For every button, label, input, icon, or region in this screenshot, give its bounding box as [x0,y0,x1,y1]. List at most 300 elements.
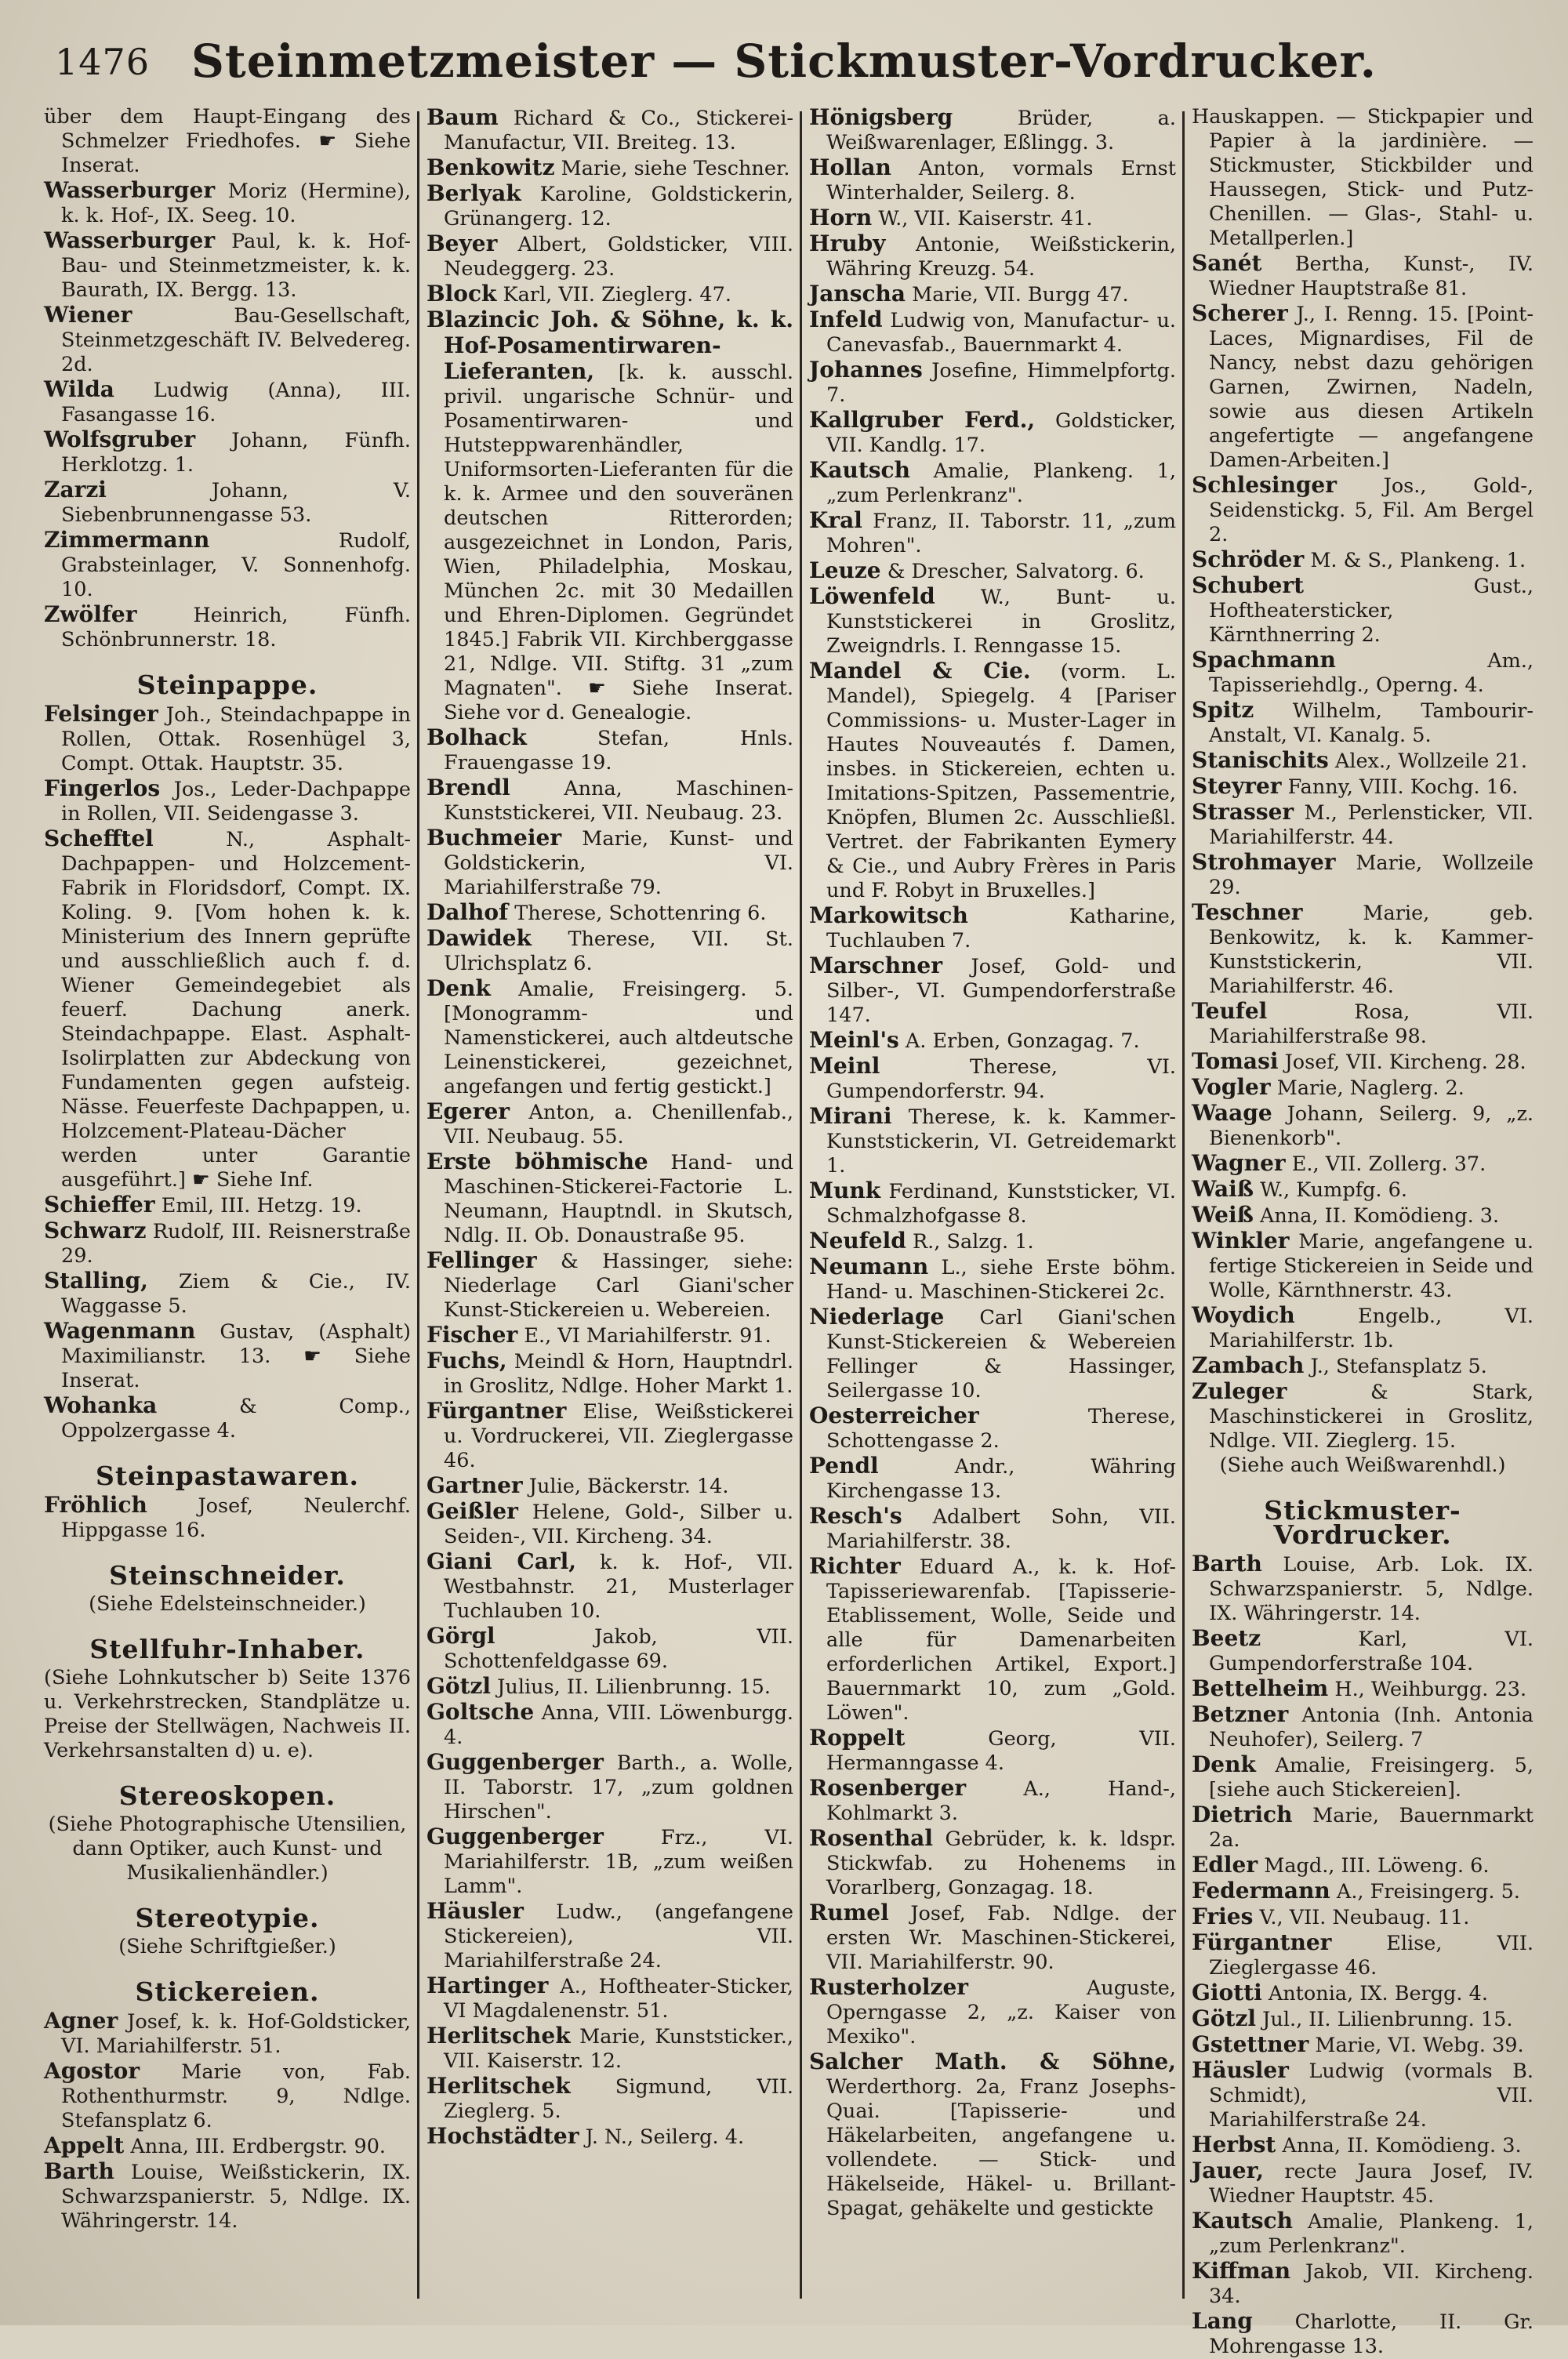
directory-entry [809,281,1176,307]
directory-entry [426,231,793,281]
directory-entry [426,826,793,900]
entry-text: Bertha, Kunst-, IV. Wiedner Hauptstraße 81. [1209,252,1534,300]
directory-entry [809,1554,1176,1726]
directory-entry [1192,251,1534,301]
entry-text: & Drescher, Salvatorg. 6. [887,560,1145,583]
entry-text: Josef, Neulerchf. Hippgasse 16. [61,1494,411,1542]
directory-entry [426,1473,793,1499]
entry-name: Herlitschek [426,2023,571,2049]
entry-name: Herbst [1192,2132,1276,2158]
entry-text: V., VII. Neubaug. 11. [1259,1906,1470,1929]
directory-entry [809,903,1176,953]
entry-name: Stalling, [44,1268,148,1294]
directory-entry [1192,1676,1534,1702]
entry-text: Anna, VIII. Löwenburgg. 4. [444,1701,793,1749]
entry-text: Auguste, Operngasse 2, „z. Kaiser von Mexiko". [826,1976,1176,2049]
entry-list [809,105,1176,2221]
directory-entry [809,1254,1176,1305]
entry-text: Engelb., VI. Mariahilferstr. 1b. [1209,1305,1534,1352]
entry-name: Götzl [426,1673,492,1699]
entry-name: Häusler [1192,2057,1289,2083]
entry-name: Hartinger [426,1972,549,1998]
directory-entry [809,1454,1176,1504]
entry-text: Marie, Naglerg. 2. [1276,1076,1465,1100]
entry-name: Teschner [1192,899,1303,925]
entry-name: Schwarz [44,1218,147,1243]
entry-name: Agner [44,2008,118,2034]
entry-text: Marie, siehe Teschner. [561,157,790,180]
running-title: Steinmetzmeister — Stickmuster-Vordrucker. [191,34,1377,88]
entry-text: Anton, vormals Ernst Winterhalder, Seilerg. 8. [826,157,1176,205]
directory-entry [809,357,1176,408]
directory-entry [44,2059,411,2133]
directory-entry [1192,573,1534,648]
directory-entry [1192,1878,1534,1904]
section-heading-steinpastawaren: Steinpastawaren. [96,1461,359,1491]
entry-text: Moriz (Hermine), k. k. Hof-, IX. Seeg. 10. [61,180,412,227]
directory-entry [1192,1228,1534,1303]
entry-text: Therese, Schottengasse 2. [826,1405,1176,1453]
entry-name: Wasserburger [44,227,216,253]
entry-name: Fürgantner [1192,1929,1332,1955]
directory-entry [1192,1904,1534,1930]
entry-text: Gebrüder, k. k. ldspr. Stickwfab. zu Hohenems in Vorarlberg, Gonzagag. 18. [826,1827,1176,1900]
entry-text: Gust., Hoftheatersticker, Kärnthnerring 2. [1209,575,1534,647]
cross-reference-note: (Siehe Schriftgießer.) [118,1935,336,1958]
entry-text: Am., Tapisseriehdlg., Operng. 4. [1209,649,1534,697]
entry-text: Amalie, Freisingerg. 5, [siehe auch Stickereien]. [1209,1754,1534,1802]
entry-name: Barth [44,2158,114,2184]
entry-list [44,1493,411,1543]
entry-text: W., Kumpfg. 6. [1260,1178,1407,1202]
entry-text: Emil, III. Hetzg. 19. [161,1194,362,1218]
directory-entry [426,105,793,155]
entry-text: Carl Giani'schen Kunst-Stickereien & Webereien Fellinger & Hassinger, Seilergasse 10. [826,1306,1176,1403]
directory-entry [1192,1075,1534,1101]
entry-name: Löwenfeld [809,583,935,609]
entry-name: Zwölfer [44,601,137,627]
entry-text: Jos., Gold-, Seidenstickg. 5, Fil. Am Bergel 2. [1209,474,1534,546]
entry-text: Antonia (Inh. Antonia Neuhofer), Seilerg. 7 [1209,1704,1534,1751]
entry-name: Spachmann [1192,647,1336,673]
entry-text: W., VII. Kaiserstr. 41. [878,207,1093,230]
entry-name: Strohmayer [1192,849,1336,875]
directory-entry [809,307,1176,357]
directory-entry [809,1776,1176,1826]
entry-name: Teufel [1192,998,1268,1024]
section-heading-stereotypie: Stereotypie. [135,1903,320,1933]
entry-name: Hruby [809,230,886,256]
directory-entry [426,307,793,725]
entry-text: Ferdinand, Kunststicker, VI. Schmalzhofgasse 8. [826,1180,1177,1228]
entry-name: Niederlage [809,1304,945,1330]
entry-text: & Comp., Oppolzergasse 4. [61,1395,411,1443]
entry-name: Fellinger [426,1247,537,1273]
entry-text: Frz., VI. Mariahilferstr. 1B, „zum weißen Lamm". [444,1826,794,1898]
entry-text: Anna, II. Komödieng. 3. [1260,1204,1500,1228]
directory-entry [809,458,1176,508]
entry-text: Josef, VII. Kircheng. 28. [1284,1051,1526,1074]
directory-entry [44,178,411,228]
directory-entry [44,303,411,377]
entry-text: Julius, II. Lilienbrunng. 15. [497,1675,771,1699]
directory-entry [1192,850,1534,900]
directory-entry [1192,1101,1534,1151]
entry-name: Tomasi [1192,1048,1279,1074]
directory-entry [44,427,411,477]
directory-entry [426,1824,793,1899]
directory-entry [1192,1980,1534,2006]
entry-text: (vorm. L. Mandel), Spiegelg. 4 [Pariser Commissions- u. Muster-Lager in Hautes Nouveautés f. Damen, insbes. in Stickereien, echten u. Imitations-Spitzen, Passementrie, Knöpfen, Blumen 2c. Ausschließl. Vertret. der Fabrikanten Eymery & Cie., und Aubry Frères in Paris und F. Robyt in Bruxelles.] [826,660,1177,902]
entry-list [1192,105,1534,1454]
entry-name: Steyrer [1192,773,1282,799]
directory-entry [1192,698,1534,748]
entry-name: Jauer, [1192,2158,1265,2183]
section-heading-stellfuhr: Stellfuhr-Inhaber. [89,1634,365,1664]
directory-entry [44,1268,411,1319]
entry-name: Spitz [1192,697,1254,723]
directory-entry [1192,1353,1534,1379]
entry-text: M., Perlensticker, VII. Mariahilferstr. 44. [1209,801,1534,849]
entry-text: Sigmund, VII. Zieglerg. 5. [444,2075,793,2123]
entry-name: Rumel [809,1900,889,1925]
entry-text: Julie, Bäckerstr. 14. [528,1475,729,1498]
directory-entry [44,1393,411,1443]
directory-entry [44,1192,411,1218]
directory-entry [1192,1752,1534,1802]
directory-entry [1192,2158,1534,2208]
entry-text: A. Erben, Gonzagag. 7. [905,1029,1140,1053]
entry-text: E., VII. Zollerg. 37. [1291,1152,1486,1176]
entry-text: Anna, Maschinen-Kunststickerei, VII. Neubaug. 23. [444,777,793,825]
directory-entry [44,1493,411,1543]
entry-name: Pendl [809,1453,879,1479]
entry-text: Anna, II. Komödieng. 3. [1282,2134,1522,2158]
entry-name: Meinl's [809,1027,899,1053]
directory-entry [1192,1303,1534,1353]
directory-entry [1192,2058,1534,2132]
entry-name: Fröhlich [44,1492,147,1518]
directory-entry [44,826,411,1192]
entry-name: Schlesinger [1192,472,1337,498]
entry-name: Kautsch [809,457,910,483]
directory-entry [809,584,1176,659]
directory-entry [426,2074,793,2124]
directory-entry [1192,774,1534,800]
entry-text: Johann, Seilerg. 9, „z. Bienenkorb". [1209,1102,1534,1150]
entry-name: Benkowitz [426,154,555,180]
directory-entry [1192,1853,1534,1878]
entry-text: R., Salzg. 1. [912,1230,1034,1254]
entry-name: Edler [1192,1852,1258,1878]
entry-text: Rosa, VII. Mariahilferstraße 98. [1209,1000,1534,1048]
entry-name: Federmann [1192,1878,1330,1904]
entry-name: Giotti [1192,1980,1262,2005]
entry-text: k. k. Hof-, VII. Westbahnstr. 21, Musterlager Tuchlauben 10. [444,1551,793,1623]
directory-entry [1192,1626,1534,1676]
entry-name: Baum [426,104,499,130]
directory-entry [809,155,1176,205]
directory-entry [426,1399,793,1473]
entry-text: Stefan, Hnls. Frauengasse 19. [444,727,794,775]
directory-entry [1192,1802,1534,1853]
entry-text: Karoline, Goldstickerin, Grünangerg. 12. [444,183,793,230]
entry-text: über dem Haupt-Eingang des Schmelzer Friedhofes. ☛ Siehe Inserat. [44,105,411,177]
page-header [0,34,1568,105]
entry-text: Josef, Fab. Ndlge. der ersten Wr. Maschinen-Stickerei, VII. Mariahilferstr. 90. [826,1902,1177,1974]
directory-entry [44,528,411,602]
entry-text: Louise, Weißstickerin, IX. Schwarzspanierstr. 5, Ndlge. IX. Währingerstr. 14. [61,2161,412,2233]
entry-text: Ludwig (vormals B. Schmidt), VII. Mariahilferstraße 24. [1209,2060,1534,2132]
directory-entry [44,1319,411,1393]
cross-reference-note: (Siehe Photographische Utensilien, dann Optiker, auch Kunst- und Musikalienhändler.) [48,1813,407,1885]
column-2 [426,105,793,2300]
entry-name: Block [426,281,497,307]
directory-entry [1192,473,1534,547]
directory-entry [426,2124,793,2150]
entry-name: Görgl [426,1623,495,1649]
entry-name: Richter [809,1553,901,1579]
cross-reference-note: (Siehe Edelsteinschneider.) [89,1592,366,1616]
entry-text: Alex., Wollzeile 21. [1334,749,1527,773]
entry-name: Lang [1192,2308,1253,2334]
entry-name: Vogler [1192,1074,1271,1100]
directory-entry [1192,748,1534,774]
entry-name: Infeld [809,307,883,332]
entry-name: Bolhack [426,724,527,750]
entry-name: Gstettner [1192,2031,1309,2057]
entry-name: Brendl [426,775,510,800]
entry-name: Neumann [809,1254,929,1279]
entry-name: Goltsche [426,1699,535,1725]
entry-text: Heinrich, Fünfh. Schönbrunnerstr. 18. [61,604,411,651]
directory-entry [1192,2006,1534,2032]
entry-name: Guggenberger [426,1749,604,1775]
columns [44,104,1534,2358]
entry-name: Berlyak [426,180,521,206]
directory-entry [1192,2132,1534,2158]
directory-entry [1192,800,1534,850]
directory-entry [809,1054,1176,1104]
entry-name: Fuchs, [426,1348,507,1374]
entry-name: Denk [426,975,491,1001]
entry-text: Georg, VII. Hermanngasse 4. [826,1727,1176,1775]
column-1 [44,105,411,2300]
entry-list [44,105,411,652]
directory-entry [426,1248,793,1323]
entry-text: Jakob, VII. Schottenfeldgasse 69. [444,1625,794,1673]
directory-entry [426,1499,793,1549]
entry-text: Josef, Gold- und Silber-, VI. Gumpendorferstraße 147. [826,955,1176,1027]
entry-name: Mandel & Cie. [809,658,1031,684]
entry-name: Hochstädter [426,2123,579,2149]
entry-name: Fürgantner [426,1398,567,1424]
entry-name: Erste böhmische [426,1149,648,1174]
section-heading-steinpappe: Steinpappe. [136,670,318,700]
directory-entry [1192,999,1534,1049]
entry-name: Agostor [44,2058,140,2084]
entry-name: Betzner [1192,1701,1289,1727]
entry-text: Paul, k. k. Hof-Bau- und Steinmetzmeister, k. k. Baurath, IX. Bergg. 13. [61,230,411,302]
column-3 [809,105,1176,2300]
entry-name: Munk [809,1178,881,1203]
entry-text: Magd., III. Löweng. 6. [1264,1854,1490,1878]
entry-name: Kautsch [1192,2208,1293,2234]
entry-name: Rosenberger [809,1775,967,1801]
entry-name: Wagenmann [44,1318,196,1344]
entry-text: Rudolf, Grabsteinlager, V. Sonnenhofg. 10. [61,529,411,601]
entry-text: M. & S., Plankeng. 1. [1310,549,1526,572]
entry-name: Sanét [1192,250,1262,276]
entry-text: Amalie, Plankeng. 1, „zum Perlenkranz". [826,459,1177,507]
directory-entry [809,1178,1176,1228]
entry-name: Guggenberger [426,1824,604,1849]
directory-entry [809,1305,1176,1403]
directory-entry [1192,1151,1534,1177]
directory-entry [809,1975,1176,2049]
entry-text: Albert, Goldsticker, VIII. Neudeggerg. 23. [444,233,793,281]
section-heading-stereoskopen: Stereoskopen. [118,1780,336,1811]
entry-text: Barth., a. Wolle, II. Taborstr. 17, „zum goldnen Hirschen". [444,1751,794,1824]
directory-entry [426,775,793,826]
directory-entry [1192,2208,1534,2259]
directory-entry [426,155,793,181]
entry-name: Zuleger [1192,1378,1287,1404]
entry-text: Marie, Bauernmarkt 2a. [1209,1804,1534,1852]
directory-entry [44,477,411,528]
entry-name: Markowitsch [809,902,968,928]
entry-name: Dalhof [426,899,509,925]
entry-text: A., Hoftheater-Sticker, VI Magdalenenstr. 51. [444,1975,793,2023]
directory-entry [426,1323,793,1348]
entry-text: E., VI Mariahilferstr. 91. [524,1324,771,1348]
cross-reference-note: (Siehe Lohnkutscher b) Seite 1376 u. Verkehrstrecken, Standplätze u. Preise der Stellwägen, Nachweis II. Verkehrsanstalten d) u. e). [44,1666,411,1762]
entry-text: Therese, Schottenring 6. [514,902,767,925]
entry-name: Dietrich [1192,1802,1293,1827]
entry-text: Eduard A., k. k. Hof-Tapisseriewarenfab. [Tapisserie-Etablissement, Wolle, Seide und alle für Damenarbeiten erforderlichen Artikel, Export.] Bauernmarkt 10, zum „Gold. Löwen". [826,1555,1177,1725]
entry-text: Anna, III. Erdbergstr. 90. [130,2135,387,2158]
directory-entry [1192,2259,1534,2309]
directory-entry [1192,1379,1534,1454]
directory-entry [426,1624,793,1674]
entry-name: Giani Carl, [426,1548,576,1574]
entry-text: Johann, V. Siebenbrunnengasse 53. [61,479,411,527]
entry-text: Therese, VII. St. Ulrichsplatz 6. [444,927,793,975]
entry-text: Wilhelm, Tambourir-Anstalt, VI. Kanalg. 5. [1209,699,1534,747]
directory-entry [44,702,411,776]
entry-name: Rusterholzer [809,1974,969,2000]
directory-entry [44,2133,411,2159]
directory-entry [44,776,411,826]
entry-name: Wilda [44,376,114,402]
directory-entry [426,1700,793,1750]
entry-text: Ludwig von, Manufactur- u. Canevasfab., Bauernmarkt 4. [826,309,1176,357]
directory-entry [1192,1177,1534,1203]
directory-entry [426,1750,793,1824]
entry-text: Elise, Weißstickerei u. Vordruckerei, VII. Zieglergasse 46. [444,1400,793,1472]
directory-entry [809,1900,1176,1975]
entry-name: Buchmeier [426,825,562,851]
entry-name: Blazincic Joh. & Söhne, k. k. Hof-Posamentirwaren-Lieferanten, [426,307,793,384]
entry-text: Goldsticker, VII. Kandlg. 17. [826,409,1176,457]
entry-text: Karl, VI. Gumpendorferstraße 104. [1209,1628,1534,1675]
directory-entry [809,1726,1176,1776]
entry-text: Hauskappen. — Stickpapier und Papier à la jardinière. — Stickmuster, Stickbilder und Haussegen, Stick- und Putz-Chenillen. — Glas-, Stahl- u. Metallperlen.] [1192,105,1534,250]
entry-text: Werderthorg. 2a, Franz Josephs-Quai. [Tapisserie- und Häkelarbeiten, angefangene u. vollendete. — Stick- und Häkelseide, Häkel- u. Brillant-Spagat, gehäkelte und gestickte [826,2075,1176,2220]
entry-name: Resch's [809,1503,902,1529]
entry-text: & Stark, Maschinstickerei in Groslitz, Ndlge. VII. Zieglerg. 15. [1209,1381,1534,1453]
entry-name: Zarzi [44,477,107,503]
entry-name: Egerer [426,1098,510,1124]
entry-name: Strasser [1192,799,1294,825]
entry-text: Louise, Arb. Lok. IX. Schwarzspanierstr. 5, Ndlge. IX. Währingerstr. 14. [1209,1553,1534,1625]
entry-text: Marie, VII. Burgg 47. [912,283,1129,307]
directory-entry [426,2023,793,2074]
directory-entry [1192,105,1534,251]
directory-entry [426,1099,793,1149]
entry-name: Hönigsberg [809,104,953,130]
entry-name: Schieffer [44,1192,155,1218]
directory-entry [426,976,793,1099]
entry-name: Stanischits [1192,747,1329,773]
entry-text: recte Jaura Josef, IV. Wiedner Hauptstr. 45. [1209,2160,1534,2208]
entry-name: Fries [1192,1904,1254,1929]
entry-text: Richard & Co., Stickerei-Manufactur, VII. Breiteg. 13. [444,107,793,154]
entry-text: Ludwig (Anna), III. Fasangasse 16. [61,379,411,426]
entry-text: Josef, k. k. Hof-Goldsticker, VI. Mariahilferstr. 51. [61,2010,411,2058]
directory-entry [426,900,793,926]
entry-list [426,105,793,2150]
directory-entry [1192,2309,1534,2359]
entry-name: Weiß [1192,1202,1254,1228]
entry-name: Geißler [426,1498,518,1524]
entry-text: Marie, geb. Benkowitz, k. k. Kammer-Kunststickerin, VII. Mariahilferstr. 46. [1209,902,1534,998]
entry-text: Therese, k. k. Kammer-Kunststickerin, VI. Getreidemarkt 1. [826,1105,1177,1178]
directory-entry [809,558,1176,584]
section-heading-stickereien: Stickereien. [135,1976,320,2007]
directory-entry [1192,1702,1534,1752]
directory-entry [426,725,793,775]
directory-entry [44,1218,411,1268]
entry-text: Elise, VII. Zieglergasse 46. [1209,1932,1534,1980]
directory-entry [44,377,411,427]
entry-text: Karl, VII. Zieglerg. 47. [503,283,731,307]
entry-name: Horn [809,205,873,230]
directory-entry [1192,1551,1534,1626]
entry-name: Meinl [809,1053,880,1079]
entry-name: Häusler [426,1898,524,1924]
entry-name: Waage [1192,1100,1272,1126]
directory-entry [426,1549,793,1624]
directory-entry [44,2159,411,2234]
entry-list [44,2009,411,2234]
entry-text: Ziem & Cie., IV. Waggasse 5. [61,1270,412,1318]
entry-name: Kallgruber Ferd., [809,407,1036,433]
directory-entry [809,205,1176,231]
entry-name: Johannes [809,357,923,383]
entry-name: Waiß [1192,1176,1254,1202]
entry-name: Wagner [1192,1150,1286,1176]
entry-text: Charlotte, II. Gr. Mohrengasse 13. [1209,2310,1534,2358]
entry-name: Kiffman [1192,2258,1291,2284]
entry-text: Marie, angefangene u. fertige Stickereien in Seide und Wolle, Kärnthnerstr. 43. [1209,1230,1534,1302]
entry-name: Scherer [1192,300,1288,326]
entry-text: Amalie, Freisingerg. 5. [Monogramm- und Namenstickerei, auch altdeutsche Leinenstickerei, gezeichnet, angefangen und fertig gestickt.] [444,978,793,1098]
entry-name: Schubert [1192,572,1305,598]
directory-entry [44,2009,411,2059]
directory-entry [1192,648,1534,698]
entry-text: Adalbert Sohn, VII. Mariahilferstr. 38. [826,1505,1177,1553]
